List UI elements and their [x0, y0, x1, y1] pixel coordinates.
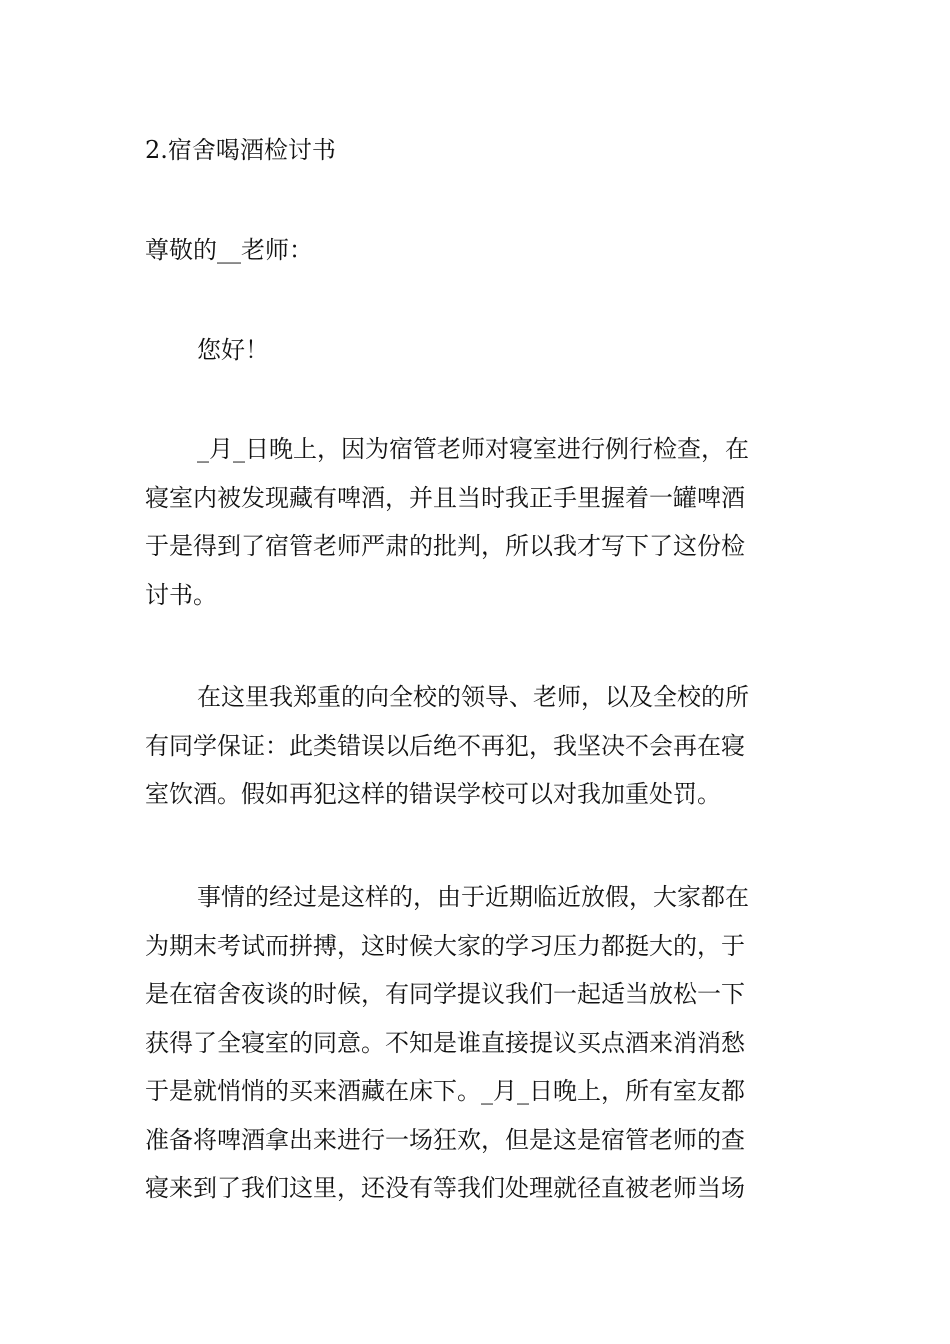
paragraph-incident-summary — [145, 432, 810, 626]
paragraph-line: 为期末考试而拼搏，这时候大家的学习压力都挺大的，于 — [145, 931, 745, 960]
paragraph-line: 于是得到了宿管老师严肃的批判，所以我才写下了这份检 — [145, 532, 745, 560]
paragraph-line: 是在宿舍夜谈的时候，有同学提议我们一起适当放松一下 — [145, 980, 745, 1008]
paragraph-line: 于是就悄悄的买来酒藏在床下。_月_日晚上，所有室友都 — [145, 1077, 745, 1105]
paragraph-line: 在这里我郑重的向全校的领导、老师，以及全校的所 — [197, 683, 749, 711]
greeting: 您好！ — [197, 336, 269, 364]
paragraph-line: 讨书。 — [145, 580, 217, 609]
paragraph-promise — [145, 680, 810, 826]
document-title: 2.宿舍喝酒检讨书 — [145, 136, 336, 164]
paragraph-line: _月_日晚上，因为宿管老师对寝室进行例行检查，在 — [197, 435, 749, 463]
paragraph-line: 寝来到了我们这里，还没有等我们处理就径直被老师当场 — [145, 1174, 745, 1202]
paragraph-line: 准备将啤酒拿出来进行一场狂欢，但是这是宿管老师的查 — [145, 1125, 745, 1154]
paragraph-line: 室饮酒。假如再犯这样的错误学校可以对我加重处罚。 — [145, 780, 721, 808]
paragraph-line: 有同学保证：此类错误以后绝不再犯，我坚决不会再在寝 — [145, 731, 745, 760]
paragraph-details — [145, 880, 810, 1220]
paragraph-line: 事情的经过是这样的，由于近期临近放假，大家都在 — [197, 883, 749, 911]
salutation: 尊敬的__老师： — [145, 236, 313, 264]
paragraph-line: 寝室内被发现藏有啤酒，并且当时我正手里握着一罐啤酒 — [145, 483, 745, 512]
paragraph-line: 获得了全寝室的同意。不知是谁直接提议买点酒来消消愁 — [145, 1028, 745, 1057]
